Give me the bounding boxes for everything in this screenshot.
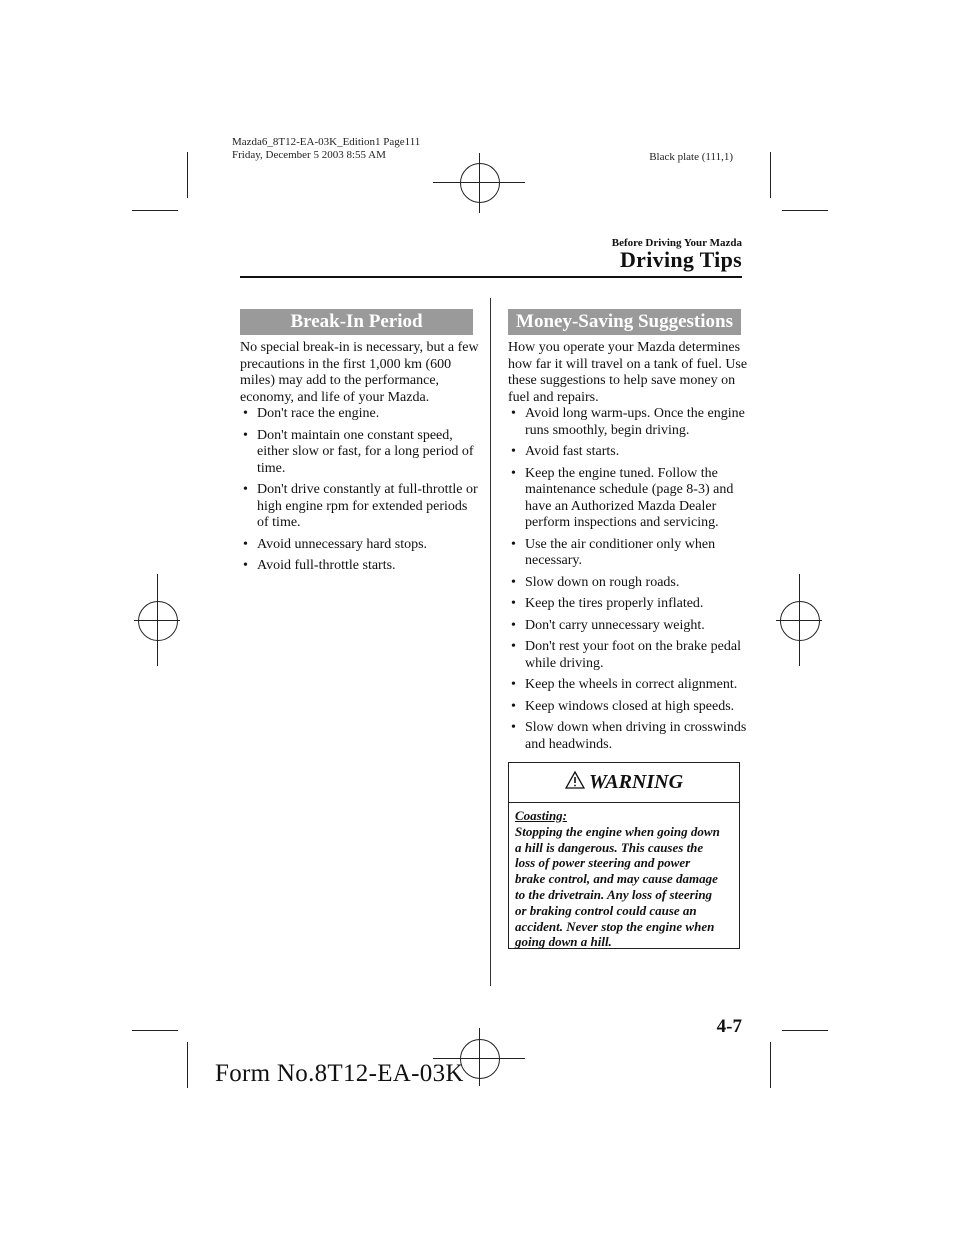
- form-number: Form No.8T12-EA-03K: [215, 1060, 464, 1087]
- money-saving-intro: [508, 340, 747, 406]
- list-item-line: Slow down on rough roads.: [525, 574, 680, 590]
- intro-line: No special break-in is necessary, but a few: [240, 340, 479, 355]
- print-metadata: [232, 136, 420, 162]
- header-rule: [240, 276, 742, 278]
- list-item-line: time.: [257, 460, 286, 476]
- list-item-line: Don't maintain one constant speed,: [257, 427, 453, 443]
- break-in-list: [242, 406, 482, 580]
- bullet-icon: •: [511, 698, 516, 714]
- list-item-line: have an Authorized Mazda Dealer: [525, 498, 717, 514]
- intro-line: precautions in the first 1,000 km (600: [240, 356, 452, 372]
- list-item-line: Don't race the engine.: [257, 406, 380, 421]
- list-item: [510, 618, 750, 635]
- list-item-line: Don't carry unnecessary weight.: [525, 617, 705, 633]
- bullet-icon: •: [511, 465, 516, 481]
- warning-line: to the drivetrain. Any loss of steering: [515, 886, 713, 902]
- plate-label: Black plate (111,1): [649, 151, 733, 163]
- page-number: 4-7: [716, 1016, 742, 1037]
- bullet-icon: •: [243, 536, 248, 552]
- bullet-icon: •: [243, 406, 248, 421]
- warning-triangle-icon: [565, 771, 585, 795]
- intro-line: economy, and life of your Mazda.: [240, 389, 430, 405]
- list-item-line: perform inspections and servicing.: [525, 515, 719, 530]
- bullet-icon: •: [511, 536, 516, 552]
- list-item-line: necessary.: [525, 553, 583, 568]
- bullet-icon: •: [511, 406, 516, 421]
- list-item-line: Avoid fast starts.: [525, 444, 620, 459]
- column-divider: [490, 298, 491, 986]
- bullet-icon: •: [243, 427, 248, 443]
- intro-line: How you operate your Mazda determines: [508, 340, 741, 355]
- list-item-line: Keep the wheels in correct alignment.: [525, 677, 738, 692]
- list-item: [242, 482, 482, 532]
- bullet-icon: •: [511, 574, 516, 590]
- break-in-intro: [240, 340, 479, 406]
- page-title: Driving Tips: [619, 247, 742, 272]
- print-meta-file: Mazda6_8T12-EA-03K_Edition1 Page111: [232, 136, 421, 148]
- list-item-line: while driving.: [525, 655, 604, 671]
- bullet-icon: •: [243, 482, 248, 497]
- list-item: [510, 677, 750, 694]
- list-item: [510, 537, 750, 570]
- warning-label: WARNING: [588, 771, 684, 793]
- warning-line: or braking control could cause an: [515, 902, 697, 918]
- list-item: [510, 639, 750, 672]
- list-item-line: Avoid unnecessary hard stops.: [257, 536, 428, 552]
- intro-line: miles) may add to the performance,: [240, 373, 440, 388]
- list-item: [242, 537, 482, 554]
- list-item: [510, 720, 750, 753]
- bullet-icon: •: [511, 720, 516, 735]
- list-item-line: maintenance schedule (page 8-3) and: [525, 482, 734, 497]
- intro-line: fuel and repairs.: [508, 389, 599, 405]
- list-item-line: Keep windows closed at high speeds.: [525, 698, 735, 714]
- bullet-icon: •: [511, 677, 516, 692]
- list-item-line: Slow down when driving in crosswinds: [525, 720, 747, 735]
- list-item-line: and headwinds.: [525, 736, 613, 752]
- money-saving-list: [510, 406, 750, 758]
- list-item-line: runs smoothly, begin driving.: [525, 422, 690, 438]
- list-item: [242, 406, 482, 423]
- list-item-line: Keep the tires properly inflated.: [525, 596, 704, 611]
- list-item: [510, 466, 750, 532]
- list-item: [510, 444, 750, 461]
- warning-box: [508, 762, 740, 949]
- bullet-icon: •: [511, 444, 516, 459]
- print-meta-date: Friday, December 5 2003 8:55 AM: [232, 149, 386, 161]
- section-name: Before Driving Your Mazda: [611, 237, 742, 249]
- warning-line: a hill is dangerous. This causes the: [515, 839, 704, 855]
- list-item-line: of time.: [257, 515, 301, 530]
- list-item-line: Don't rest your foot on the brake pedal: [525, 639, 741, 654]
- list-item-line: Avoid long warm-ups. Once the engine: [525, 406, 745, 421]
- list-item: [242, 428, 482, 478]
- warning-body: [509, 803, 739, 955]
- bullet-icon: •: [243, 558, 248, 573]
- list-item-line: either slow or fast, for a long period of: [257, 444, 474, 459]
- bullet-icon: •: [511, 596, 516, 611]
- warning-header: [509, 763, 739, 803]
- list-item-line: Keep the engine tuned. Follow the: [525, 465, 718, 481]
- list-item: [242, 558, 482, 575]
- list-item: [510, 575, 750, 592]
- warning-line: loss of power steering and power: [515, 855, 691, 871]
- list-item-line: Use the air conditioner only when: [525, 536, 716, 552]
- money-saving-heading: Money-Saving Suggestions: [508, 309, 741, 335]
- list-item-line: Avoid full-throttle starts.: [257, 558, 396, 573]
- list-item: [510, 406, 750, 439]
- list-item: [510, 596, 750, 613]
- intro-line: these suggestions to help save money on: [508, 373, 736, 388]
- warning-line: accident. Never stop the engine when: [515, 918, 715, 934]
- bullet-icon: •: [511, 617, 516, 633]
- list-item: [510, 699, 750, 716]
- list-item-line: Don't drive constantly at full-throttle or: [257, 482, 478, 497]
- warning-line: Stopping the engine when going down: [515, 823, 720, 839]
- list-item-line: high engine rpm for extended periods: [257, 498, 468, 514]
- bullet-icon: •: [511, 639, 516, 654]
- intro-line: how far it will travel on a tank of fuel. Use: [508, 356, 748, 372]
- break-in-heading: Break-In Period: [240, 309, 473, 335]
- warning-line: brake control, and may cause damage: [515, 871, 718, 887]
- warning-subtitle: Coasting:: [515, 808, 568, 823]
- warning-line: going down a hill.: [515, 934, 612, 950]
